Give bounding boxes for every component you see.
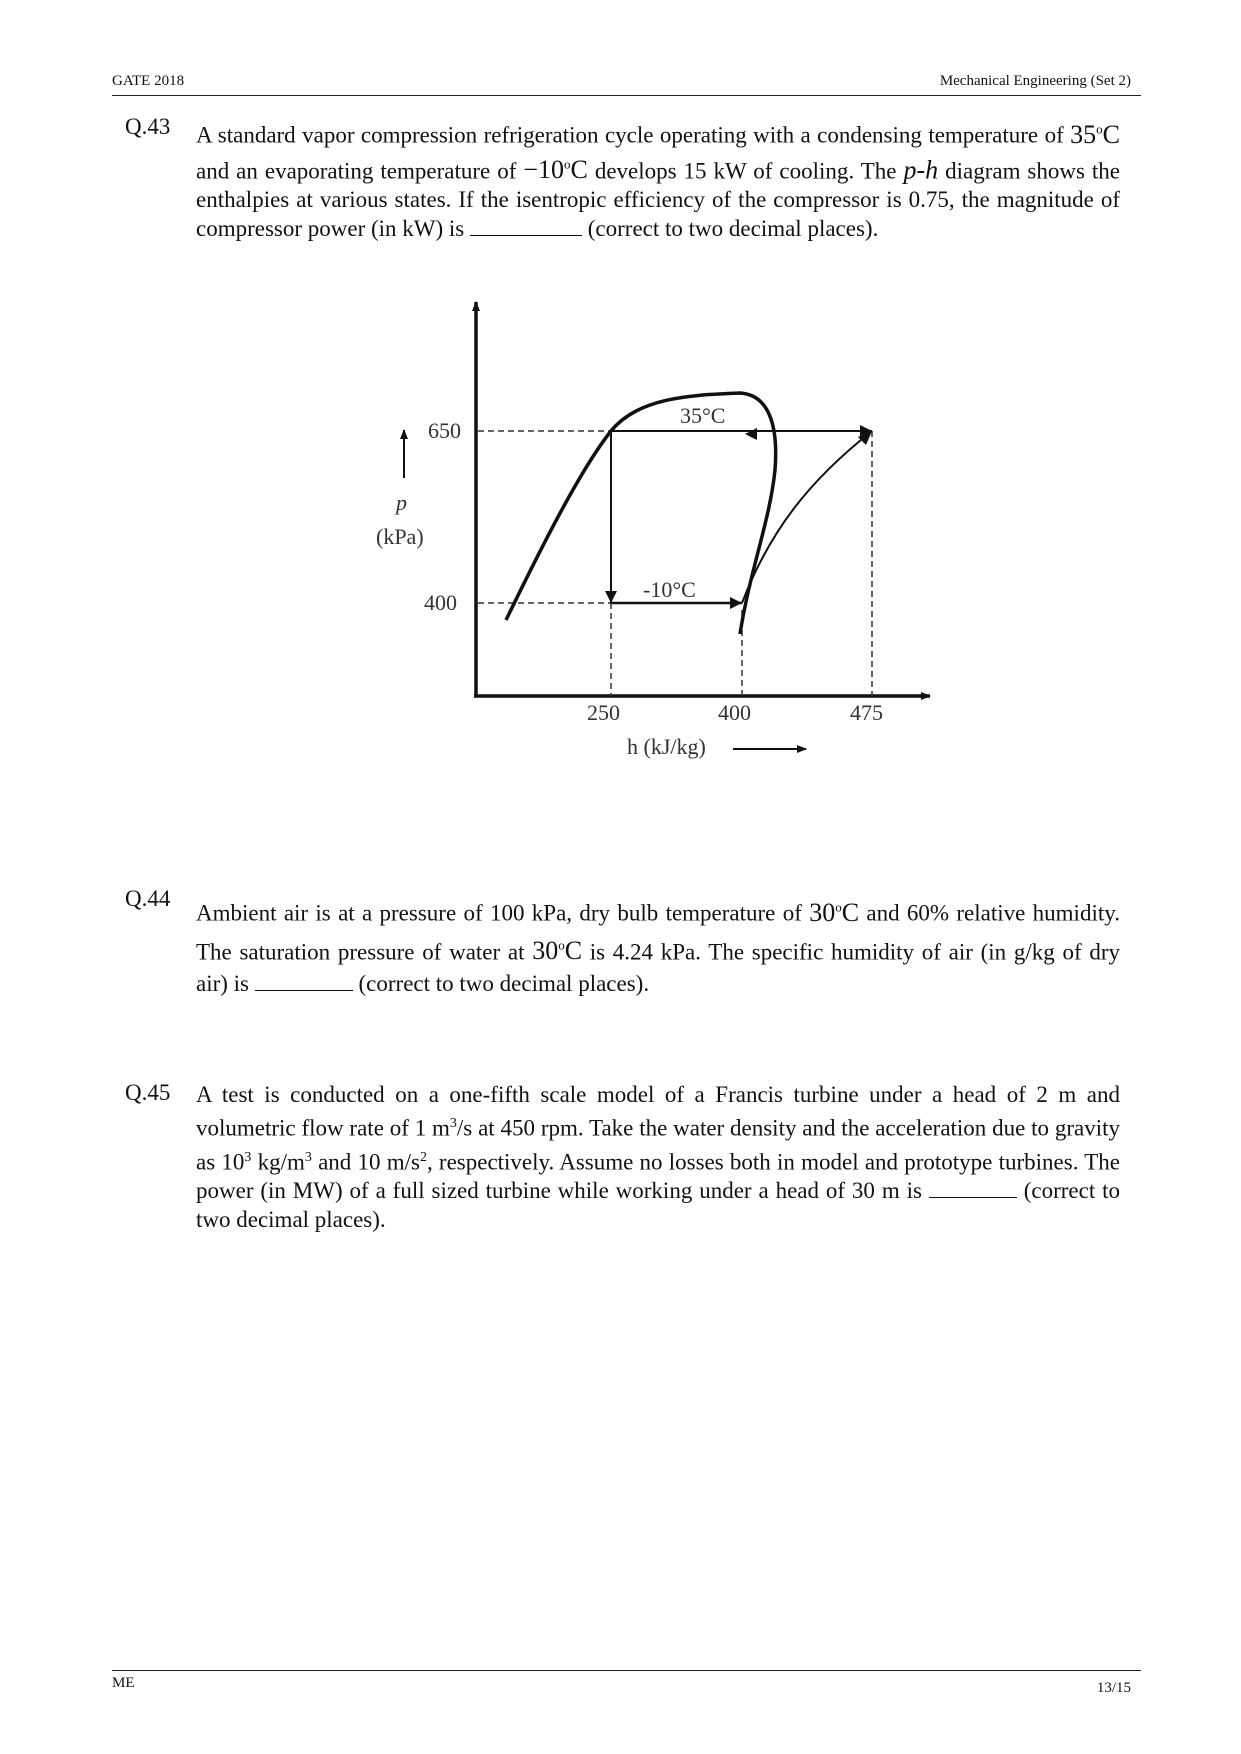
- answer-blank-45[interactable]: [929, 1179, 1017, 1198]
- compression-curve: [742, 431, 872, 603]
- question-44-text: Ambient air is at a pressure of 100 kPa, dry bulb temperature of 30$^o$C and 60% relative humidity. The saturation pressure of water at 30$^o$C is 4.24 kPa. The specific humidity of air (in g/kg of dry air) is (correct to two decimal places).: [196, 897, 1120, 997]
- header-left: GATE 2018: [112, 73, 185, 89]
- question-43-text: A standard vapor compression refrigeration cycle operating with a condensing temperature of 35$^o$C and an evaporating temperature of $-10^oC$ develops 15 kW of cooling. The p-h diagram shows the enthalpies at various states. If the isentropic efficiency of the compressor is 0.75, the magnitude of compressor power (in kW) is (correct to two decimal places).: [196, 119, 1121, 242]
- x-label: h (kJ/kg): [627, 734, 706, 759]
- x-tick-475: 475: [850, 700, 883, 725]
- y-tick-400: 400: [424, 590, 457, 615]
- question-45-number: Q.45: [125, 1080, 171, 1105]
- annotation-35c: 35°C: [680, 403, 726, 428]
- question-43-number: Q.43: [125, 114, 171, 139]
- x-tick-250: 250: [587, 700, 620, 725]
- footer-left: ME: [112, 1675, 135, 1691]
- y-label-symbol: p: [396, 490, 407, 515]
- footer-rule: [112, 1670, 1141, 1671]
- annotation-minus10c: -10°C: [643, 577, 696, 602]
- answer-blank-43[interactable]: [470, 217, 582, 236]
- y-tick-650: 650: [428, 418, 461, 443]
- header-right: Mechanical Engineering (Set 2): [939, 73, 1131, 89]
- saturation-dome: [506, 393, 776, 634]
- y-label-unit: (kPa): [376, 524, 424, 549]
- question-44-number: Q.44: [125, 886, 171, 911]
- x-tick-400: 400: [718, 700, 751, 725]
- question-45-text: A test is conducted on a one-fifth scale model of a Francis turbine under a head of 2 m and volumetric flow rate of 1 $m^3/s$ at 450 rpm. Take the water density and the acceleration due to gravity as $10^3$ $kg/m^3$ and 10 $m/s^2$, respectively. Assume no losses both in model and prototype turbines. The power (in MW) of a full sized turbine while working under a head of 30 m is (correct to two decimal places).: [196, 1082, 1121, 1233]
- answer-blank-44[interactable]: [255, 972, 353, 991]
- header-rule: [112, 95, 1141, 96]
- footer-right: 13/15: [1096, 1680, 1131, 1696]
